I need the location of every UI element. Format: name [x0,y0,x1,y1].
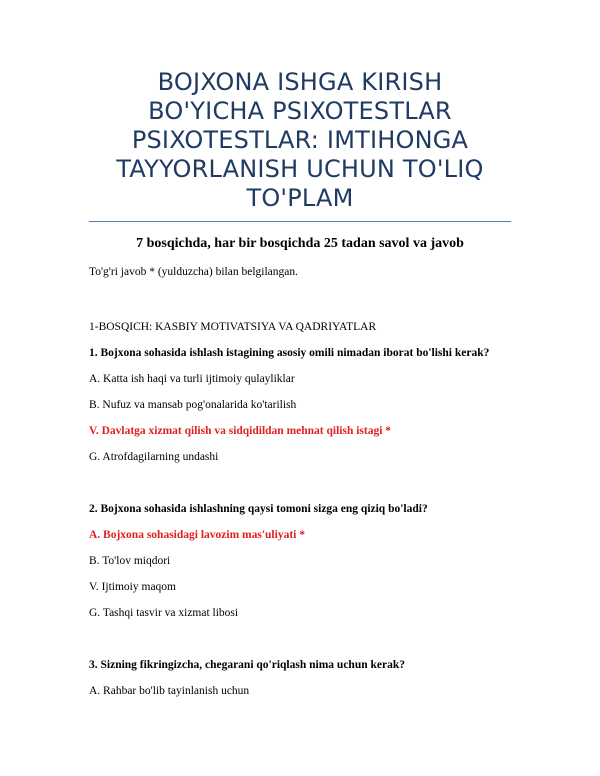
answer-key-note: To'g'ri javob * (yulduzcha) bilan belgilangan. [89,266,298,278]
title-line: BOJXONA ISHGA KIRISH [157,68,443,96]
question-1-option-b: B. Nufuz va mansab pog'onalarida ko'tarilish [89,399,297,411]
question-1-option-v-correct: V. Davlatga xizmat qilish va sidqidildan mehnat qilish istagi * [89,425,392,437]
question-1-option-a: A. Katta ish haqi va turli ijtimoiy qulayliklar [89,373,295,385]
question-3-option-a: A. Rahbar bo'lib tayinlanish uchun [89,685,250,697]
title-line: BO'YICHA PSIXOTESTLAR [148,97,452,125]
question-3: 3. Sizning fikringizcha, chegarani qo'riqlash nima uchun kerak? [89,659,405,671]
title-divider [89,221,511,222]
title-line: TAYYORLANISH UCHUN TO'LIQ [116,155,484,183]
question-2-option-a-correct: A. Bojxona sohasidagi lavozim mas'uliyati * [89,529,305,541]
question-2: 2. Bojxona sohasida ishlashning qaysi tomoni sizga eng qiziq bo'ladi? [89,503,428,515]
question-1: 1. Bojxona sohasida ishlash istagining asosiy omili nimadan iborat bo'lishi kerak? [89,347,490,359]
title-line: TO'PLAM [246,184,354,212]
title-line: PSIXOTESTLAR: IMTIHONGA [131,126,469,154]
section-title: 1-BOSQICH: KASBIY MOTIVATSIYA VA QADRIYATLAR [89,321,377,333]
document-title [89,68,511,213]
document-subtitle: 7 bosqichda, har bir bosqichda 25 tadan savol va javob [136,236,464,251]
question-2-option-b: B. To'lov miqdori [89,555,171,567]
question-2-option-v: V. Ijtimoiy maqom [89,581,176,593]
question-1-option-g: G. Atrofdagilarning undashi [89,451,219,463]
question-2-option-g: G. Tashqi tasvir va xizmat libosi [89,607,239,619]
